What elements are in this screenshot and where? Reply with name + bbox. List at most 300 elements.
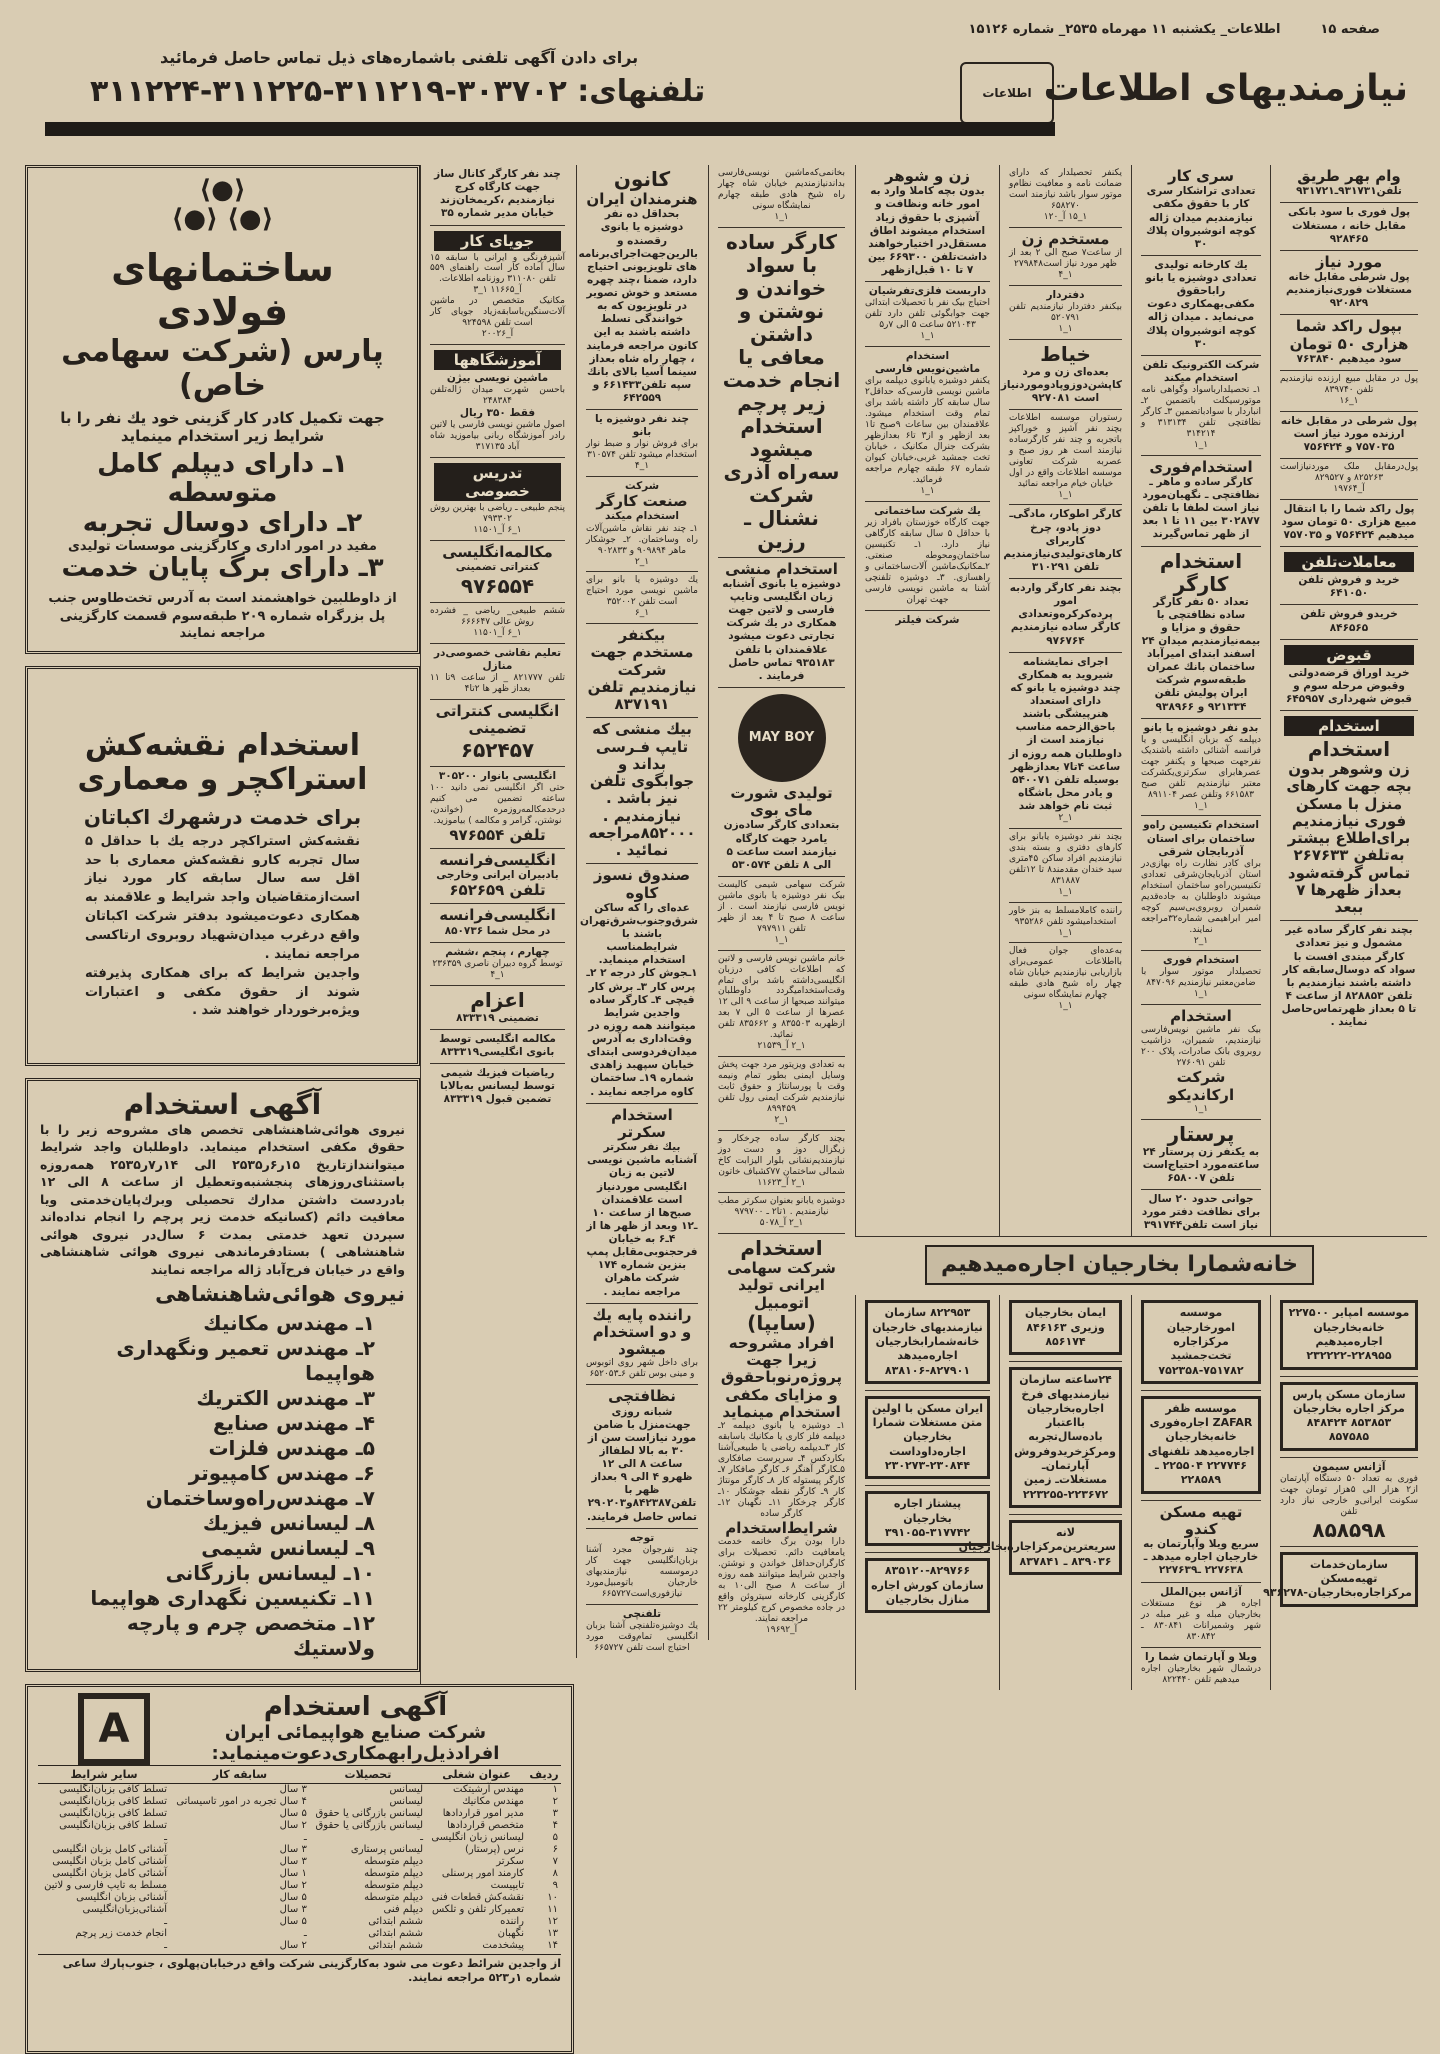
ad-text: ششم طبیعی_ ریاضی _ فشرده روش عالی ۶۶۶۶۴۷: [430, 606, 565, 628]
ad-heading: وام بهر طریق: [1297, 167, 1401, 185]
header-rule: [45, 122, 1055, 136]
ad-text: چند نفرجوان مجرد آشنا بزبان‌انگلیسی جهت کار درموسسه نیازمندیهای خارجیان باتومبیل‌مورد نیازفوری‌است۶۶۵۷۲۷: [586, 1544, 698, 1599]
rental-column-2: [958, 1295, 1131, 1689]
table-cell: ۲ سال: [279, 1819, 307, 1831]
table-cell: ۱ سال: [279, 1867, 307, 1879]
classified-ad: [1141, 165, 1261, 256]
classified-ad: [1280, 500, 1418, 547]
classified-ad: [1009, 903, 1122, 944]
ad-org: نیروی هوائی‌شاهنشاهی: [155, 1282, 405, 1307]
table-row: [38, 1868, 561, 1880]
classified-ad: [1141, 1120, 1261, 1190]
ad-text-bold: خرید و فروش تلفن ۶۴۱۰۵۰: [1298, 574, 1400, 600]
ad-reference-code: ۱_۱: [1058, 489, 1073, 500]
ad-heading: تلفن ۶۵۲۶۵۹: [449, 881, 546, 900]
table-cell: ۳ سال: [279, 1903, 307, 1915]
framed-ad-text: پیشتاز اجاره بخارجیان ۳۱۷۷۴۲-۳۹۱۰۵۵: [865, 1491, 990, 1546]
classified-ad: [430, 986, 565, 1030]
ad-text-bold: تلفنچی: [622, 1607, 662, 1620]
table-cell: ـ: [420, 1831, 424, 1843]
table-row: [38, 1832, 561, 1844]
ad-text: تحصیلدار موتور سوار با ضامن‌معتبر نیازمندیم ۸۴۷۰۹۶: [1141, 967, 1261, 989]
ad-text: درشمال شهر بخارجیان اجاره میدهیم تلفن ۸۲۲۴۴۰: [1141, 1663, 1261, 1685]
ad-air-force: [25, 1078, 420, 1672]
ad-headline: اعزام: [470, 987, 525, 1012]
ad-text-bold: انگلیسی بانوار ۳۰۵۲۰۰: [438, 769, 557, 782]
classified-ad: [958, 1515, 1122, 1581]
table-cell: ۱۰: [547, 1891, 558, 1903]
ad-heading: مورد نیاز: [1315, 252, 1383, 271]
classified-ad: [865, 1295, 990, 1390]
classified-ad: [1141, 456, 1261, 547]
ad-text-bold: پول راکد شما را با انتقال مبیع هزاری ۵۰ تومان سود میدهیم ۷۵۶۴۲۴ و ۷۵۷۰۳۵: [1281, 502, 1417, 542]
table-cell: آشنائی‌بزبان‌انگلیسی: [82, 1903, 167, 1915]
framed-ad-text: ایران مسکن با اولین متن مستغلات شمارا بخارجیان اجاره‌داوداست ۲۳۰۸۴۴-۲۳۰۲۷۳: [865, 1396, 990, 1479]
framed-ad-text: سازمان‌خدمات تهیه‌مسکن مرکزاجاره‌بخارجیان-۹۳۶۲۷۸: [1280, 1552, 1418, 1607]
ad-text-bold: چند نفر دوشیزه یا بانو: [594, 413, 690, 439]
classified-ad: [430, 1030, 565, 1064]
table-cell: ۵ سال: [279, 1807, 307, 1819]
classified-ad: [718, 1193, 845, 1234]
table-cell: دیپلم متوسطه: [364, 1879, 424, 1891]
ad-heading: مکالمه‌انگلیسی: [442, 542, 553, 561]
ad-reference-code: ۱_۱: [1193, 439, 1209, 450]
ad-heading: راننده پایه یك و دو استخدام میشود: [592, 1305, 692, 1359]
classified-ad: [430, 541, 565, 603]
ad-text-bold: بادبیران ایرانی وخارجی: [436, 869, 559, 882]
ad-text-bold: تعدادی تراشکار سری کار با حقوق مکفی نیازمندیم میدان ژاله کوچه انوشیروان پلاك ۳۰: [1146, 185, 1256, 250]
table-cell: دیپلم فنی: [383, 1903, 424, 1915]
table-cell: ـ: [164, 1939, 167, 1951]
column-header: تحصیلات: [310, 1765, 426, 1783]
classified-ad: [1280, 1295, 1418, 1376]
ad-heading: صنعت کارگر: [596, 492, 688, 511]
classified-ad: [1141, 547, 1261, 719]
ad-text: جهت کارگاه خوزستان بافراد زیر با حداقل ۵ سال سابقه کارگاهی نیاز دارد. ۱ـ تکنیسین ساختمان‌ومحوطه صنعتی. ۲ـمکانیک‌ماشین آلات‌ساختمانی و راهسازی. ۳ـ دوشیزه تلفنچی آشنا به ماشین نویسی فارسی جهت تهران: [865, 517, 991, 605]
requirement: ۱ـ دارای دیپلم کامل متوسطه: [97, 448, 348, 509]
position-item: ۱۰ـ لیسانس بازرگانی: [165, 1560, 375, 1585]
table-cell: ۴ سال تجربه در امور تاسیساتی: [176, 1795, 307, 1807]
classified-ad: [1141, 1648, 1261, 1690]
ad-text-bold: توجه: [629, 1531, 655, 1544]
ad-heading: هزاری ۵۰ تومان: [1289, 334, 1409, 353]
table-row: [38, 1880, 561, 1892]
table-cell: ۱۲: [547, 1915, 558, 1927]
ad-text-bold: تعلیم نقاشی خصوصی‌در منازل: [433, 646, 562, 672]
position-item: ۶ـ مهندس کامپیوتر: [188, 1460, 375, 1485]
ad-text: حتی اگر انگلیسی نمی دانید ۱۰۰ ساعته تضمین می کنیم درحدمکالمه‌روزمره (خواندن، نوشتن، گرامر و مکالمه ) بیاموزید.: [430, 782, 565, 826]
table-cell: ۳: [552, 1807, 558, 1819]
ad-iran-aircraft-industries: [25, 1684, 574, 2054]
table-cell: مهندس مکانیك: [462, 1795, 524, 1807]
position-item: ۹ـ لیسانس شیمی: [201, 1535, 375, 1560]
classified-ad: [1280, 315, 1418, 371]
table-cell: کارمند امور پرسنلی: [441, 1867, 524, 1879]
classified-ad: [586, 1104, 698, 1304]
table-cell: ششم ابتدائی: [368, 1915, 424, 1927]
ad-text-bold: کنتراتی تضمینی: [455, 560, 540, 573]
ad-headline: استخدام: [740, 1236, 823, 1261]
ad-text-bold: شرکت: [624, 480, 660, 493]
ad-phone-numbers: تلفنهای: ۳۰۳۷۰۲-۳۱۱۲۱۹-۳۱۱۲۲۵-۳۱۱۲۲۴: [90, 74, 706, 109]
ad-text-bold: ریاضیات فیزیك شیمی توسط لیسانس به‌بالابا تضمین قبول ۸۳۳۳۱۹: [440, 1067, 555, 1106]
job-table: [38, 1765, 561, 1952]
ad-heading: بیکنفر مستخدم جهت شرکت نیازمندیم تلفن ۸۳۷۱۹۱: [587, 626, 697, 714]
ad-footer: از واجدین شرائط دعوت می شود به‌کارگزینی شرکت واقع درخیابان‌پهلوی ، جنوب‌پارك ساعی شماره ۱ر۵۲۳ مراجعه نمایند.: [38, 1954, 561, 1986]
ad-reference-code: آ_۱۹۷۶۴: [1333, 484, 1365, 495]
ad-reference-code: ۱_۱: [1058, 886, 1073, 897]
position-item: ۲ـ مهندس تعمیر ونگهداری هواپیما: [116, 1335, 375, 1385]
table-cell: ۶: [552, 1843, 558, 1855]
classified-ad: [718, 165, 845, 228]
classified-ad: [1141, 1005, 1261, 1119]
table-row: [38, 1796, 561, 1808]
ad-text-bold: بدو نفر دوشیزه یا بانو: [1143, 721, 1259, 734]
ad-heading: نظافتچی: [608, 1387, 676, 1406]
table-cell: دیپلم متوسطه: [364, 1867, 424, 1879]
company-logo-icon: ⟨●⟩ ⟨●⟩ ⟨●⟩: [171, 175, 274, 234]
classified-ad: [718, 558, 845, 688]
ad-text-bold: بدون بچه کاملا وارد به امور خانه ونظافت و آشپزی با حقوق زیاد استخدام میشوند اطاق مستقل‌در اختیارخواهند داشت‌تلفن ۶۶۹۳۰۰ بین ۷ تا ۱۰ قبل‌ازظهر: [867, 185, 988, 276]
classified-ad: [586, 1529, 698, 1605]
ad-text-bold: شبانه روزی جهت‌منزل با ضامن مورد نیازاست سن از ۳۰ به بالا لطفااز ساعت ۸ الی ۱۲ ظهرو ۴ الی ۹ بعداز ظهر با تلفن۸۴۲۳۸۷و۲۹۰۲۰۳ تماس حاصل فرمایند.: [587, 1405, 697, 1523]
column-loans-jobs: [1270, 165, 1427, 1236]
ad-reference-code: ۱_۱: [1058, 1001, 1073, 1012]
ad-reference-code: ۱_۱۵ آ_۱۲۰: [1043, 211, 1088, 222]
ad-heading: زن وشوهر بدون بچه جهت کارهای منزل با مسکن فوری نیازمندیم برای‌اطلاع بیشتر به‌تلفن ۲۶۷۶۳۳ تماس گرفته‌شود بعداز ظهرها ۷ ببعد: [1286, 760, 1412, 917]
column-classifieds-e: [999, 165, 1131, 1236]
classified-ad: [1280, 640, 1418, 711]
table-cell: ۲ سال: [279, 1939, 307, 1951]
classified-ad: [1009, 653, 1122, 829]
ad-text-bold: شرکت الکترونیک تلفن استخدام میکند: [1142, 358, 1260, 384]
ad-text: باحسن شهرت میدان ژاله‌تلفن ۲۴۸۳۸۴: [430, 385, 565, 406]
table-cell: دیپلم متوسطه: [364, 1891, 424, 1903]
classified-ad: [865, 1391, 990, 1486]
classified-ad: [1280, 251, 1418, 316]
ad-body: نقشه‌کش استراکچر درجه یك با حداقل ۵ سال تجربه کارو نقشه‌کش معماری با حد اقل سه سال سابقه کار مورد نیاز است‌ازمتقاضیان واجد شرایط و علاقمند به همکاری دعوت‌میشود بدفتر شرکت اکباتان واقع درغرب میدان‌شهیاد روبروی ارتاکسی مراجعه نمایند .: [85, 833, 360, 962]
ad-text: رستوران موسسه اطلاعات بچند نفر آشپز و خوراکپز باتجربه و چند نفر کارگرساده نیازمند است هر روز صبح و عصربه شرکت تعاونی موسسه اطلاعات واقع در اول خیابان خیام مراجعه نمائید: [1009, 412, 1122, 489]
column-header: عنوان شغلی: [426, 1765, 527, 1783]
ad-text: پنجم طبیعی ـ ریاضی با بهترین روش ۷۹۳۳۰۲: [430, 503, 565, 524]
ad-heading: شرایط‌استخدام: [725, 1518, 838, 1537]
ad-heading: استخدام سکرتر: [611, 1105, 673, 1141]
classified-ad: [718, 228, 845, 558]
ad-pars-steel: [25, 165, 420, 654]
classified-ad: [1009, 579, 1122, 653]
table-cell: سکرتر: [496, 1855, 524, 1867]
table-row: [38, 1916, 561, 1928]
ad-heading: استخدام‌فوری: [1149, 457, 1253, 476]
ad-text-bold: بحداقل ده نفر دوشیزه یا بانوی رقصنده و بالرین‌جهت‌اجرای‌برنامه های تلویزیونی احتیاج دارد، ضمنا ،چند چهره مستعد و خوش تصویر در تلویزیون که به خوانندگی تسلط داشته باشند به این کانون مراجعه فرمایند ، چهار راه شاه بعداز سینما آسیا بالای بانك سپه تلفن۶۶۱۴۳۳ و ۶۴۲۵۵۹: [578, 208, 698, 404]
classified-ad: [718, 1131, 845, 1194]
ad-text-bold: استخدام تکنیسین راه‌و ساختمان برای استان آذربایجان شرقی: [1143, 819, 1259, 858]
table-cell: ۳ سال: [279, 1783, 307, 1795]
ad-text-bold: فقط ۳۵۰ ریال: [459, 406, 536, 419]
classified-ad: [1280, 412, 1418, 459]
ad-text-bold: در محل شما ۸۵۰۷۳۶: [444, 924, 551, 937]
ad-text-bold: ویلا و آپارتمان شما را: [1145, 1650, 1257, 1663]
ad-text: بخانمی‌که‌ماشین نویسی‌فارسی بداند‌نیازمندیم خیابان شاه چهار راه شیخ هادی طبقه چهارم نمایشگاه سونی: [718, 168, 845, 211]
classified-ad: [1141, 1501, 1261, 1583]
ad-heading: انگلیسی‌فرانسه: [439, 906, 556, 925]
table-cell: دیپلم متوسطه: [364, 1855, 424, 1867]
table-cell: ۱۱: [547, 1903, 558, 1915]
ad-reference-code: ۱_۱۶: [1339, 395, 1359, 406]
table-cell: لیسانس بازرگانی یا حقوق: [315, 1819, 424, 1831]
ad-text: بیکنفر دفتردار نیازمندیم تلفن ۵۲۰۷۹۱: [1009, 301, 1122, 323]
framed-ad-text: سازمان مسکن پارس مرکز اجاره بخارجیان ۸۵۳۸۵۳ ۸۴۸۴۲۴ ۸۵۷۵۸۵: [1280, 1382, 1418, 1451]
column-classifieds-d: [855, 165, 999, 1236]
framed-ad-text: ۸۲۲۹۵۳ سازمان نیازمندیهای خارجیان خانه‌شمارابخارجیان اجاره‌میدهد ۸۲۷۹۰۱-۸۳۸۱۰۶: [865, 1300, 990, 1383]
ad-reference-code: ۱_۲: [1193, 935, 1209, 946]
classified-ad: [578, 165, 698, 410]
ad-reference-code: ۱_۱: [1193, 800, 1209, 811]
table-cell: لیسانس بازرگانی یا حقوق: [315, 1807, 424, 1819]
right-region: [855, 165, 1427, 1690]
table-cell: آشنائی بزبان انگلیسی: [76, 1891, 167, 1903]
newspaper-emblem: اطلاعات: [960, 62, 1054, 124]
table-cell: تعمیرکار تلفن و تلکس: [431, 1903, 524, 1915]
ad-text-bold: شرکت فیلتر: [895, 613, 960, 626]
table-row: [38, 1928, 561, 1940]
ad-title: آگهی استخدام: [123, 1087, 322, 1121]
classified-ad: [1141, 1583, 1261, 1648]
classified-ad: [1141, 951, 1261, 1005]
ad-text-bold: سریع ویلا وآپارتمان به خارجیان اجاره میدهد ـ ۲۲۷۶۳۸ ـ۲۲۷۶۳۹: [1143, 1538, 1259, 1577]
column-header: سابقه کار: [170, 1765, 310, 1783]
ad-headline: کانون: [613, 167, 671, 191]
ad-reference-code: ۱_۲ آ_۲۱۵۳۹: [757, 1041, 806, 1052]
framed-ad-text: لانه سریعترین‌مرکزاجاره‌بخارجیان ۸۳۹۰۳۶ ـ ۸۳۷۸۴۱: [1009, 1520, 1122, 1575]
ad-text-bold: تضمینی ۸۳۳۳۱۹: [456, 1011, 539, 1024]
classified-ad: [586, 1605, 698, 1658]
ad-text: احتیاج بیک نفر با تحصیلات ابتدائی جهت جوابگوئی تلفن دارد تلفن ۵۲۱۰۴۳ ساعت ۵ الی ۷ر۵: [865, 298, 990, 331]
classified-ad: [1141, 1391, 1261, 1501]
brand-logo-icon: MAY BOY: [738, 694, 826, 782]
ad-heading: انگلیسی‌فرانسه: [439, 850, 556, 869]
table-cell: مسلط به تایپ فارسی و لاتین: [44, 1879, 167, 1891]
column-classifieds-f: [1131, 165, 1270, 1236]
ad-text-bold: دفتردار: [1046, 288, 1085, 301]
classified-ad: [430, 943, 565, 986]
framed-ad-text: موسسه ظفر ZAFAR اجاره‌فوری خانه‌بخارجیان اجاره‌میدهد تلفنهای ۲۲۷۷۴۶ ۲۲۵۵۰۴ ـ ۲۲۸۵۸۹: [1141, 1396, 1261, 1494]
table-row: [38, 1940, 561, 1952]
ad-draftsman: [25, 666, 420, 1066]
ad-reference-code: ۱_۲: [774, 1114, 789, 1125]
ad-heading: تولیدی شورت مای بوی: [730, 783, 833, 820]
ad-footer: از داوطلبین خواهشمند است به آدرس تخت‌طاوس جنب پل بزرگراه شماره ۲۰۹ طبقه‌سوم قسمت کارگزینی مراجعه نمایند: [48, 591, 397, 642]
table-cell: ۴: [552, 1819, 558, 1831]
column-classifieds-b: [576, 165, 707, 1658]
table-row: [38, 1892, 561, 1904]
ad-text: شرکت سهامی شیمی کالیست بیک نفر دوشیزه یا بانوی ماشین نویس فارسی نیازمند است . از ساعت ۸ صبح تا ۴ بعد از ظهر تلفن ۷۹۷۹۱۱: [718, 879, 846, 934]
classified-ad: [1009, 286, 1122, 340]
table-cell: ۲ سال: [279, 1879, 307, 1891]
classified-ad: [1009, 228, 1122, 286]
classified-ad: [1009, 410, 1122, 506]
ad-text-bold: استخدام: [905, 349, 950, 362]
classified-ad: [586, 1304, 698, 1386]
ad-headline: خیاط: [1040, 341, 1091, 366]
table-cell: آشنائی کامل بزبان انگلیسی: [52, 1843, 167, 1855]
ad-text-bold: بیك نفر سکرتر آشنابه ماشین نویسی لاتین به زبان انگلیسی موردنیاز است علاقمندان صبح‌ها از ساعت ۱۰ ـ۱۲ وبعد از ظهر ها از ۴ـ۶ به خیابان فرحجنوبی‌مقابل پمپ بنزین شماره ۱۷۴ شرکت ماهران مراجعه نمایند .: [586, 1141, 698, 1298]
ad-intro: افرادذیل‌رابهمکاری‌دعوت‌مینماید:: [211, 1742, 500, 1764]
rental-column-3: [1131, 1295, 1270, 1689]
ad-title: آگهی استخدام: [263, 1691, 448, 1722]
table-cell: ۵ سال: [279, 1915, 307, 1927]
ad-text-bold: کارگر ساده و ماهر ـ نظافتچی ـ نگهبان‌مورد نیاز است لطفا با تلفن ۳۰۲۸۷۷ بین ۱۱ تا ۱ بعد از ظهر تماس‌گیرند: [1142, 475, 1260, 541]
position-item: ۵ـ مهندس فلزات: [208, 1435, 375, 1460]
ad-reference-code: ۱_۶: [634, 608, 650, 619]
ad-text: پول در مقابل مبیع ارزنده نیازمندیم تلفن ۸۳۹۷۴۰: [1280, 374, 1418, 395]
ad-text: مکانیک متخصص در ماشین آلات‌سنگین‌باسابقه‌زیاد جویای کار است تلفن ۹۲۴۵۹۸: [430, 296, 565, 329]
position-item: ۳ـ مهندس الکتریك: [196, 1385, 375, 1410]
ad-reference-code: آ_۱۹۶۹۲: [765, 1624, 798, 1635]
classified-ad: [430, 458, 565, 541]
section-header: تدریس خصوصی: [434, 463, 561, 501]
ad-text-bold: آژانس سیمون: [1312, 1460, 1386, 1473]
ad-heading: استخدام: [1170, 1007, 1232, 1026]
classified-ad: [1280, 165, 1418, 203]
ad-text-bold: پول شرطی مقابل خانه مستغلات فوری‌نیازمندیم ۹۲۰۸۲۹: [1286, 271, 1412, 310]
ad-reference-code: ۱_۲ آ_۱۱۶۲۳: [757, 1177, 806, 1188]
ad-text-bold: دوشیزه یا بانوی آشنابه زبان انگلیسی وتایپ فارسی و لاتین جهت همکاری در یك شرکت تجارتی دعوت میشود علاقمندان با تلفن ۹۳۵۱۸۳ تماس حاصل فرمایند .: [722, 577, 841, 682]
ad-text-bold: مکالمه انگلیسی توسط بانوی انگلیسی۸۳۳۳۱۹: [439, 1032, 556, 1058]
ad-text-bold: چهارم ، پنجم ،ششم: [445, 945, 550, 958]
ad-heading: استخدام منشی: [725, 559, 838, 578]
ad-text-bold: کارگر اطوکار، مادگی‌ـ دوز پادو، چرخ کاربرای کارهای‌تولیدی‌نیازمندیم تلفن ۳۱۰۲۹۱: [1003, 508, 1122, 573]
position-item: ۱۲ـ متخصص چرم و پارچه ولاستیك: [126, 1610, 375, 1660]
section-header: معاملات‌تلفن: [1284, 552, 1414, 572]
table-cell: ۱: [552, 1783, 558, 1795]
ad-heading: انگلیسی کنتراتی تضمینی: [435, 702, 560, 738]
classified-ad: [586, 477, 698, 572]
ad-body: واجدین شرایط که برای همکاری پذیرفته شوند از حقوق مکفی و اعتبارات ویژه‌برخوردار خواهند شد .: [85, 965, 360, 1019]
ad-text: بچند کارگر ساده چرخکار و زیگزال دوز و دست دوز نیازمندیم‌نشانی بلوار الیزابت کاخ شمالی ساختمان ۷۷کشباف خاتون: [718, 1133, 845, 1177]
ad-heading: تهیه مسکن کندو: [1159, 1502, 1243, 1538]
ad-text: خانم ماشین نویس فارسی و لاتین که اطلاعات کافی درزبان انگلیسی‌داشته باشد برای تمام وقت‌استخدامیگردد داوطلبان میتوانند صبحها از ساعت ۹ الی ۱۲ عصرها از ساعت ۵ الی ۷ بعد ازظهربه ۸۳۵۵۰۳ و ۸۳۵۶۶۲ تلفن نمائید.: [718, 953, 846, 1041]
phone-number: ۹۷۶۵۵۴: [460, 574, 535, 599]
display-ads-stack: [25, 165, 420, 1684]
ad-reference-code: ۱_۲ آ_۵۰۷۸: [759, 1218, 804, 1229]
classified-ad: [430, 700, 565, 767]
classified-ad: [1141, 816, 1261, 951]
classified-ad: [1263, 1547, 1418, 1613]
classified-ad: [718, 951, 845, 1058]
ad-text: به تعدادی ویزیتور مرد جهت پخش وسایل ایمنی بطور تمام ونیمه وقت با پورسانتاژ و حقوق ثابت نیازمندیم شرکت ایمنی رول تلفن ۸۹۹۴۵۹: [718, 1060, 845, 1114]
classified-ad: [865, 502, 990, 611]
ad-intro: جهت تکمیل کادر کار گزینی خود یك نفر را با شرایط زیر استخدام مینماید: [60, 408, 385, 445]
framed-ad-text: موسسه امورخارجیان مرکزاجاره تخت‌جمشید ۷۵۱۷۸۲-۷۵۲۳۵۸: [1141, 1300, 1261, 1383]
table-cell: ۳ سال: [279, 1855, 307, 1867]
table-row: [38, 1904, 561, 1916]
ad-title: پارس (شرکت سهامی خاص): [61, 333, 384, 404]
classified-ad: [1280, 371, 1418, 412]
classified-ad: [586, 410, 698, 477]
table-cell: تسلط کافی بزبان‌انگلیسی: [59, 1795, 167, 1807]
ad-text-bold: خریدو فروش تلفن ۸۴۶۵۶۵: [1300, 608, 1398, 634]
classified-ad: [1280, 711, 1418, 921]
ad-title: ساختمانهای فولادی: [111, 246, 334, 334]
phone-number: ۸۵۸۵۹۸: [1312, 1517, 1386, 1542]
ad-text: بیک نفر ماشین نویس‌فارسی نیازمندیم، شمیران، دزاشیب روبروی بانک صادرات، پلاک ۲۰۰ تلفن ۲۷۶۰۹۱: [1141, 1025, 1261, 1069]
column-header: ردیف: [527, 1765, 561, 1783]
ad-heading: هنرمندان ایران: [586, 190, 698, 208]
table-cell: ۱۳: [547, 1927, 558, 1939]
ad-title: استخدام نقشه‌کش: [84, 727, 361, 763]
ad-text-bold: سود میدهیم ۷۶۳۸۴۰: [1296, 352, 1402, 365]
table-cell: متخصص قراردادها: [447, 1819, 524, 1831]
table-cell: ششم ابتدائی: [368, 1927, 424, 1939]
table-cell: ۵ سال: [279, 1891, 307, 1903]
classified-ad: [1280, 547, 1418, 605]
framed-ad-text: ۸۳۵۱۲۰-۸۲۹۷۶۶ سازمان کورش اجاره منازل بخارجیان: [865, 1558, 990, 1613]
ad-text: آشپزفرنگی و ایرانی با سابقه ۱۵ سال آماده کار است راهنمای ۵۵۹ تلفن ۳۱۱۰۸۰ روزنامه اطلاعات.: [430, 252, 565, 285]
ad-text: اصول ماشین نویسی فارسی یا لاتین رادر آموزشگاه ربانی بیاموزید شاه آباد ۳۱۷۱۳۵: [430, 420, 565, 453]
ad-reference-code: ۱_۱: [774, 934, 789, 945]
ad-body: نیروی هوائی‌شاهنشاهی تخصص های مشروحه زیر را با حقوق مکفی استخدام مینماید. داوطلبان واجد شرایط میتوانندازتاریخ ۱۵ر۶ر۲۵۳۵ الی ۱۴ر۷ر۲۵۳۵ همه‌روزه باستثنای‌روزهای پنجشنبه‌وتعطیل از ساعت ۸ الی ۱۲ بادردست داشتن مدارك تحصیلی وبرك‌پایان‌خدمتی ویا معافیت دائم (کسانیکه خدمت زیر پرچم را انجام نداده‌اند سپردن تعهد خدمتی بمدت ۶ سال‌در نیروی هوائی شاهنشاهی ) بستادفرماندهی نیروی هوائی شاهنشاهی واقع در خیابان فرح‌آباد ژاله مراجعه نمایند: [40, 1121, 405, 1277]
classified-ad: [430, 603, 565, 644]
ad-text-bold: چند نفر کارگر کانال ساز جهت کارگاه کرج نیازمندیم ،کریمخان‌زند خیابان مدیر شماره ۳۵: [434, 168, 561, 220]
ad-text: بچند نفر دوشیزه یابانو برای کارهای دفتری و بسته بندی نیازمندیم افراد ساکن ۴۵متری سید خندان مقدمند۸ تا ۱۲تلفن ۸۳۱۸۸۷: [1009, 832, 1122, 886]
ad-text-bold: استخدام فوری: [1163, 954, 1239, 967]
ad-text: یك دوشیزه یا بانو برای ماشین نویسی مورد احتیاج است تلفن ۳۵۲۰۰۲: [586, 575, 698, 608]
section-title: نیازمندیهای اطلاعات: [1043, 68, 1408, 109]
ad-text-bold: پول شرطی در مقابل خانه ارزنده مورد نیاز است ۷۵۷۰۳۵ و ۷۵۶۴۲۴: [1280, 414, 1418, 453]
ad-heading: تلفن ۹۷۶۵۵۴: [449, 825, 546, 844]
table-cell: تسلط کافی بزبان‌انگلیسی: [59, 1783, 167, 1795]
ad-text-bold: ماشین‌نویس فارسی: [874, 363, 981, 376]
table-row: [38, 1856, 561, 1868]
table-cell: ـ: [303, 1831, 307, 1843]
ad-text: دیپلمه که بزبان انگلیسی و یا فرانسه آشنائی داشته باشندیک نفرجهت صبحها و یکنفر جهت عصرهابرای سکرتری‌یکشرکت معتبر نیازمندیم تلفن صبح ۶۶۱۵۸۳ وتلفن عصر ۸۹۱۱۰۴: [1141, 734, 1261, 800]
classified-ad: [430, 849, 565, 905]
ad-title: استراکچر و معماری: [77, 762, 368, 798]
dateline: اطلاعات_ یکشنبه ۱۱ مهرماه ۲۵۳۵_ شماره ۱۵۱۲۶: [968, 22, 1281, 37]
ad-text: پول‌درمقابل ملک موردنیازاست ۸۲۵۲۶۳ و ۸۲۹۵۲۷: [1280, 462, 1418, 484]
framed-ad-text: ۲۴ساعته سازمان نیازمندیهای فرخ اجاره‌بخارجیان بااعتبار باده‌سال‌تجربه ومرکزخریدوفروش آپارتمان‌ـ مستغلات‌ـ زمین ۲۲۳۶۷۲-۲۲۳۲۵۵: [1009, 1367, 1122, 1508]
ad-text-bold: استخدام میکند: [604, 510, 680, 523]
table-cell: پیشخدمت: [482, 1939, 524, 1951]
table-cell: تایپیست: [490, 1879, 524, 1891]
ad-heading: صندوق نسوز کاوه: [593, 866, 691, 902]
page-number: صفحه ۱۵: [1320, 22, 1380, 37]
section-header: قبوض: [1284, 645, 1414, 665]
classified-ad: [1009, 829, 1122, 903]
ad-text: دوشیزه یابانو بعنوان سکرتر مطب نیازمندیم . ۱تا۲ ـ ۹۷۹۷۰۰: [718, 1196, 845, 1218]
ad-text: فوری به تعداد ۵۰ دستگاه آپارتمان از۲ هزار الی ۵هزار تومان جهت سکونت ایرانی‌و خارجی نیاز دارد تلفن: [1280, 1473, 1418, 1517]
classified-ad: [1009, 1295, 1122, 1362]
classified-ad: [586, 718, 698, 864]
company-name: شرکت صنایع هواپیمائی ایران: [224, 1721, 487, 1743]
folio-line: [929, 22, 1380, 37]
ad-text-bold: پول فوری با سود بانکی مقابل خانه ، مستغلات ۹۲۸۴۶۵: [1287, 206, 1411, 245]
requirement: ۳ـ دارای برگ پایان خدمت: [61, 553, 384, 584]
column-education: [420, 165, 574, 1684]
position-item: ۸ـ لیسانس فیزیك: [202, 1510, 375, 1535]
classified-ad: [430, 345, 565, 458]
ad-text-bold: آژانس بین‌الملل: [1160, 1585, 1242, 1598]
classified-ad: [1280, 203, 1418, 250]
classified-ad: [430, 767, 565, 849]
classified-ad: [430, 226, 565, 345]
requirement-note: مفید در امور اداری و کارگزینی موسسات تولیدی: [68, 539, 377, 555]
ad-heading: زن و شوهر: [884, 167, 971, 185]
ad-text: برای کادر نظارت راه بهازی‌در استان آذربایجان‌شرقی تعدادی تکنیسین‌راه‌و ساختمان استخدام میشوند داوطلبان به جاده‌قدیم شمیران روبروی‌بی‌سیم کوچه امیر ابراهیمی شماره۳۲مراجعه نمایند.: [1141, 858, 1261, 935]
ad-heading: افراد مشروحه زیرا جهت پروژه‌رنوباحقوق و مزایای مکفی استخدام مینماید: [720, 1333, 843, 1421]
ad-headline: استخدام: [1307, 737, 1391, 762]
